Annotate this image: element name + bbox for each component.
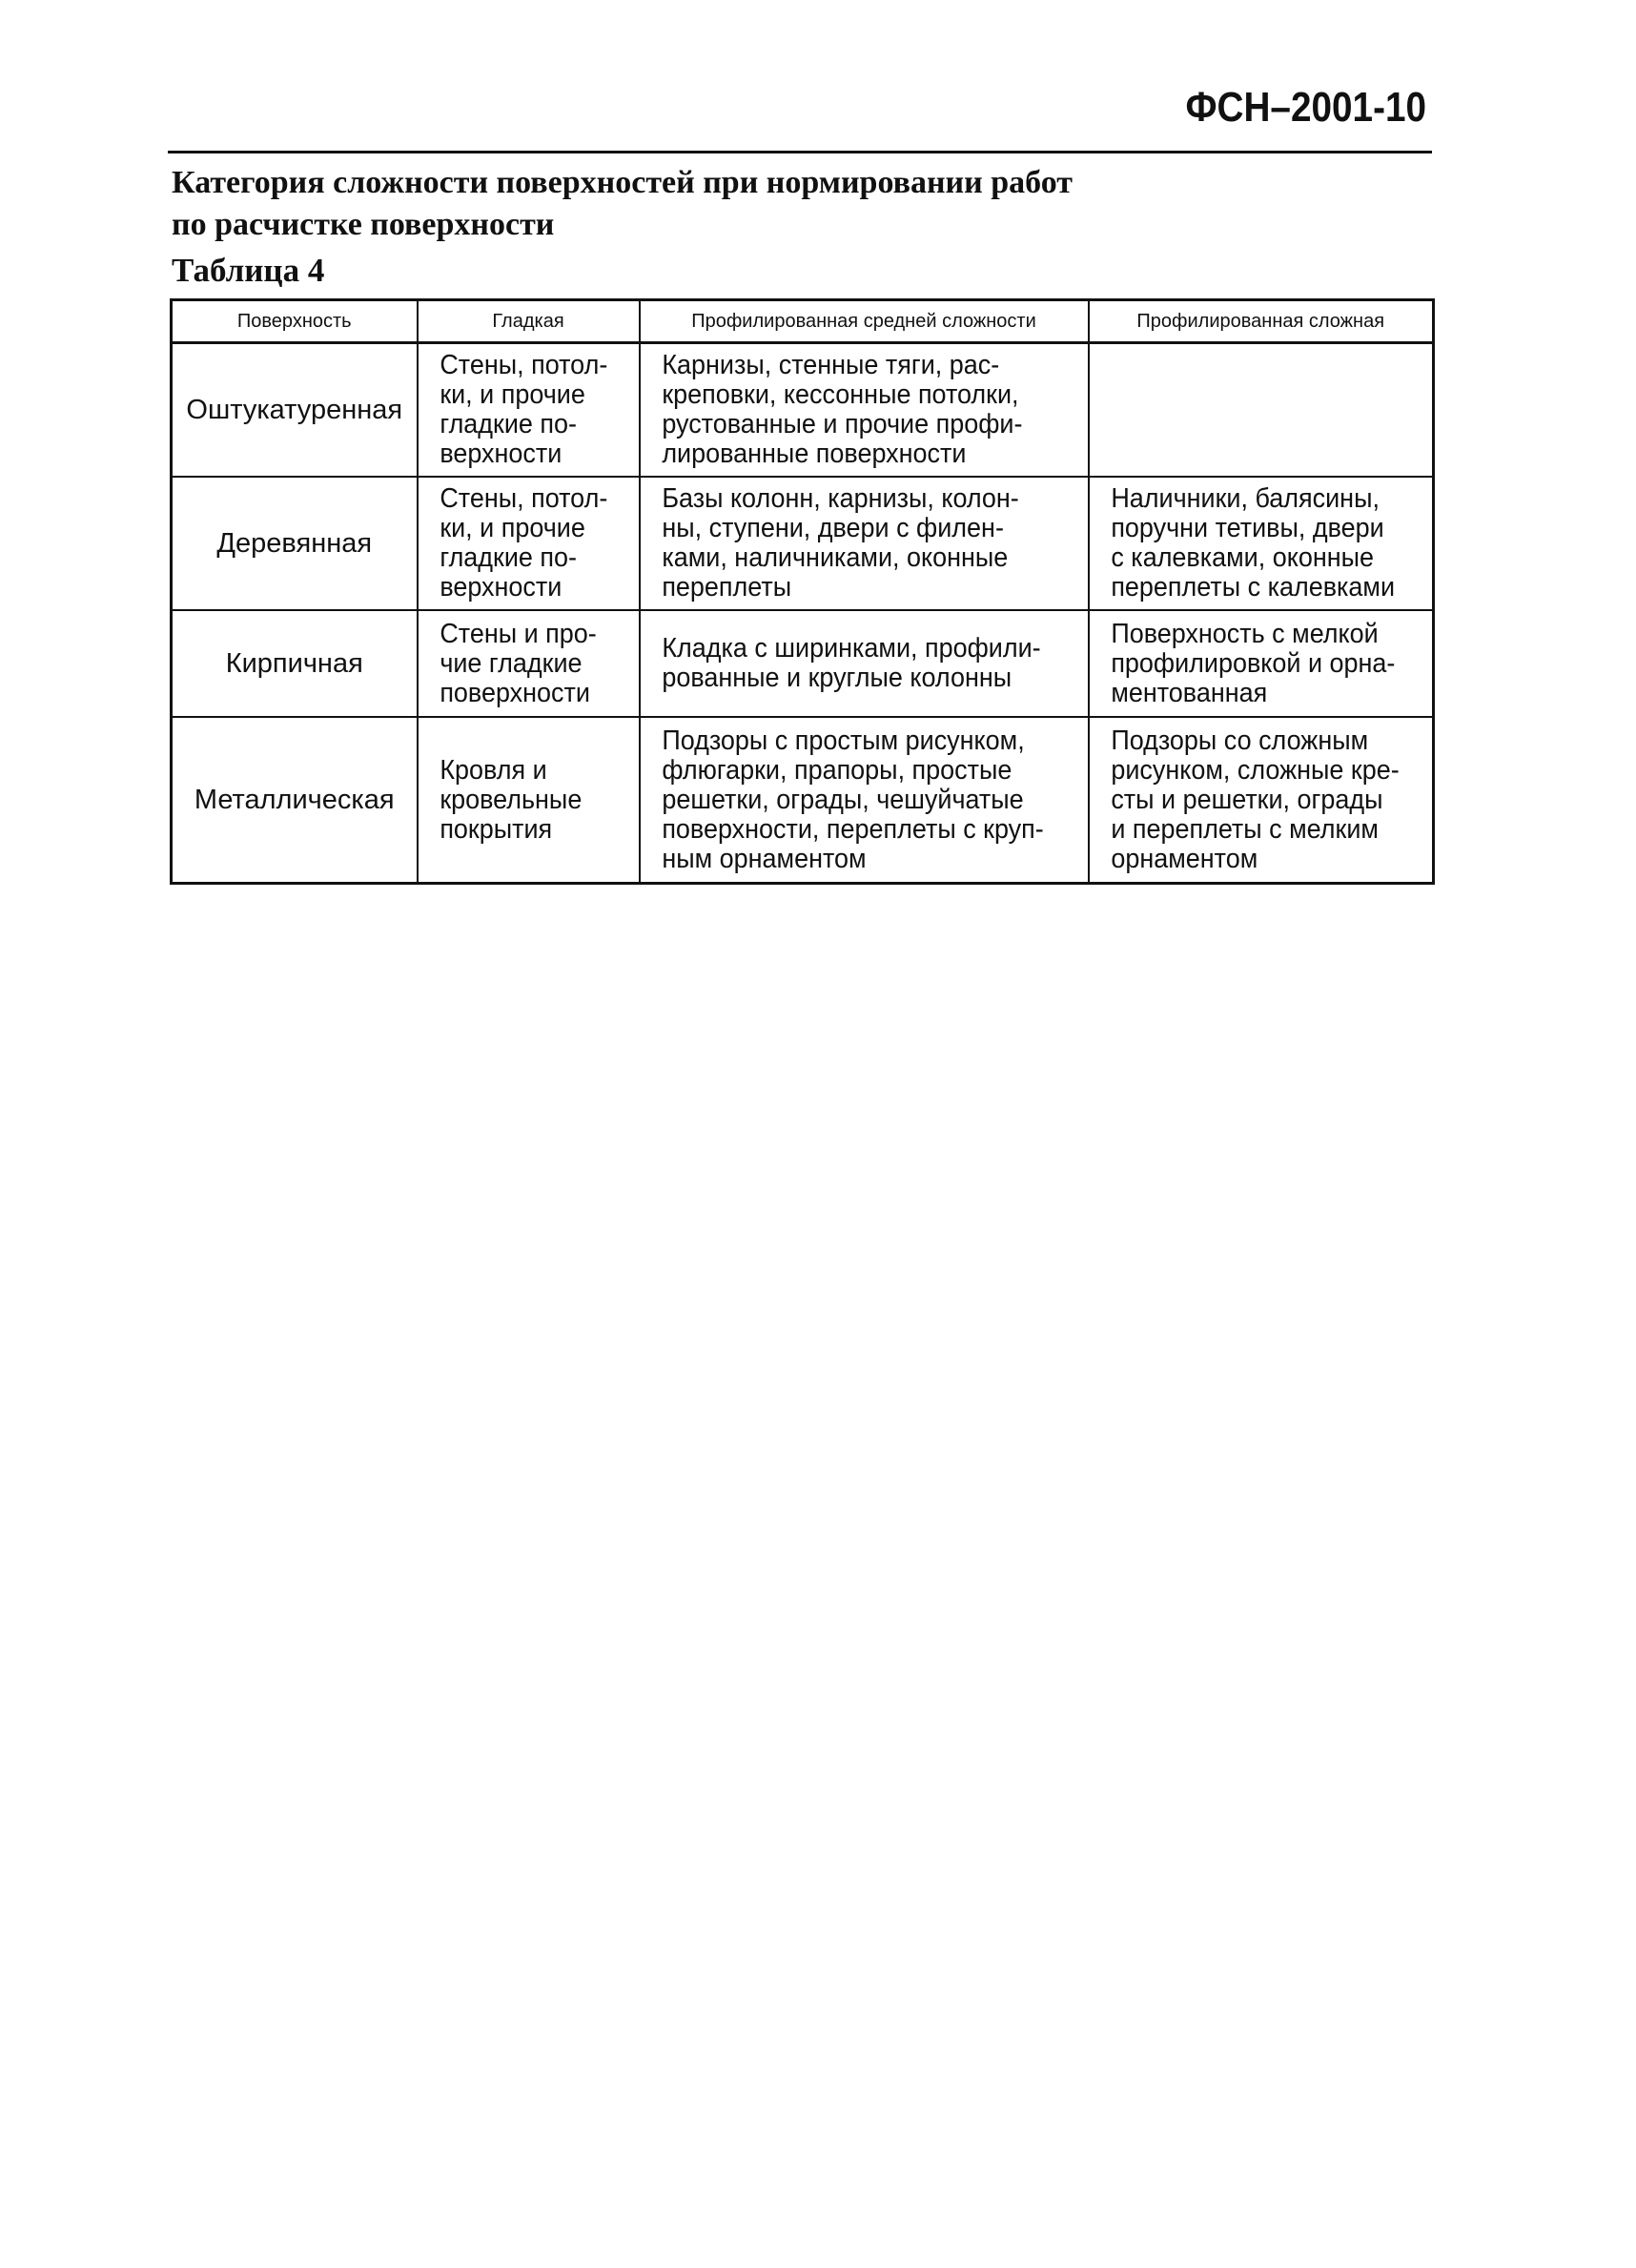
cell-line: Базы колонн, карнизы, колон- [661, 483, 1019, 514]
title-line: Категория сложности поверхностей при нормировании работ [172, 165, 1073, 200]
cell-line: сты и решетки, ограды [1110, 784, 1382, 815]
title-line: по расчистке поверхности [172, 207, 555, 242]
column-header-medium: Профилированная средней сложности [640, 300, 1089, 343]
medium-cell [640, 343, 1089, 478]
cell-line: лированные поверхности [661, 439, 966, 469]
cell-line: креповки, кессонные потолки, [661, 379, 1019, 410]
complex-cell [1089, 610, 1434, 717]
complex-cell [1089, 717, 1434, 884]
cell-line: Наличники, балясины, [1110, 483, 1380, 514]
cell-line: ны, ступени, двери с филен- [661, 513, 1004, 543]
table-row [172, 477, 1434, 610]
header-rule [168, 151, 1432, 153]
cell-line: кровельные [439, 784, 582, 815]
document-code: ФСН–2001-10 [1185, 84, 1426, 131]
table-row [172, 610, 1434, 717]
medium-cell [640, 610, 1089, 717]
cell-line: рустованные и прочие профи- [661, 409, 1022, 439]
column-header-smooth: Гладкая [418, 300, 640, 343]
cell-line: верхности [439, 439, 562, 469]
cell-line: орнаментом [1110, 843, 1258, 874]
cell-line: Стены, потол- [439, 483, 607, 514]
cell-line: поверхности [439, 677, 590, 708]
cell-line: гладкие по- [439, 542, 577, 573]
cell-line: Поверхность с мелкой [1110, 618, 1379, 649]
cell-line: гладкие по- [439, 409, 577, 439]
cell-line: верхности [439, 572, 562, 603]
table-header-row [172, 300, 1434, 343]
cell-line: покрытия [439, 813, 552, 845]
surface-cell: Металлическая [172, 717, 418, 884]
surface-cell: Деревянная [172, 477, 418, 610]
table-row [172, 717, 1434, 884]
cell-line: ментованная [1110, 677, 1267, 708]
cell-line: Стены, потол- [439, 350, 607, 380]
cell-line: рисунком, сложные кре- [1110, 754, 1400, 786]
cell-line: рованные и круглые колонны [661, 663, 1012, 693]
cell-line: переплеты с калевками [1110, 572, 1395, 603]
document-title [172, 162, 1316, 246]
column-header-complex: Профилированная сложная [1089, 300, 1434, 343]
cell-line: ками, наличниками, оконные [661, 542, 1008, 573]
cell-line: переплеты [661, 572, 791, 603]
column-header-surface: Поверхность [172, 300, 418, 343]
smooth-cell [418, 610, 640, 717]
cell-line: ным орнаментом [661, 843, 867, 874]
cell-line: ки, и прочие [439, 513, 585, 543]
cell-line: профилировкой и орна- [1110, 647, 1395, 679]
cell-line: с калевками, оконные [1110, 542, 1374, 573]
surface-cell: Кирпичная [172, 610, 418, 717]
cell-line: ки, и прочие [439, 379, 585, 410]
complex-cell [1089, 477, 1434, 610]
surface-complexity-table [170, 298, 1435, 885]
medium-cell [640, 477, 1089, 610]
table-label: Таблица 4 [172, 252, 325, 289]
smooth-cell [418, 477, 640, 610]
cell-line: поверхности, переплеты с круп- [661, 813, 1044, 845]
surface-cell: Оштукатуренная [172, 343, 418, 478]
complex-cell [1089, 343, 1434, 478]
cell-line: Стены и про- [439, 618, 597, 649]
cell-line: Подзоры с простым рисунком, [661, 725, 1025, 756]
smooth-cell [418, 717, 640, 884]
cell-line: Карнизы, стенные тяги, рас- [661, 350, 999, 380]
cell-line: поручни тетивы, двери [1110, 513, 1384, 543]
smooth-cell [418, 343, 640, 478]
cell-line: решетки, ограды, чешуйчатые [661, 784, 1024, 815]
cell-line: чие гладкие [439, 647, 583, 679]
table-row [172, 343, 1434, 478]
cell-line: флюгарки, прапоры, простые [661, 754, 1012, 786]
cell-line: Кладка с ширинками, профили- [661, 633, 1041, 664]
cell-line: Кровля и [439, 754, 547, 786]
medium-cell [640, 717, 1089, 884]
cell-line: Подзоры со сложным [1110, 725, 1368, 756]
cell-line: и переплеты с мелким [1110, 813, 1379, 845]
